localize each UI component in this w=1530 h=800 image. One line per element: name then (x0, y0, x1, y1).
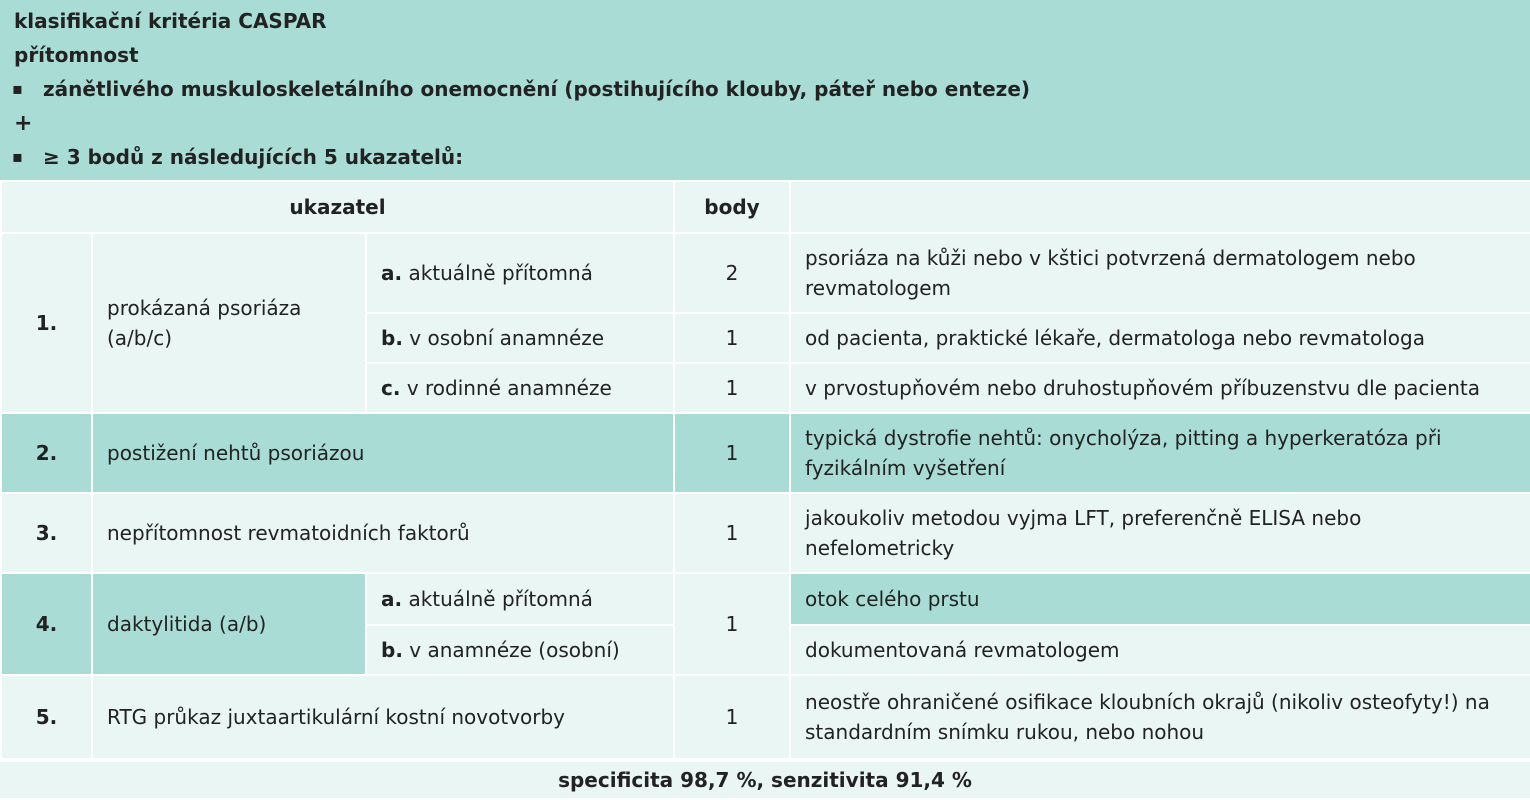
table-row (1, 493, 1530, 573)
row-number: 1. (1, 233, 92, 413)
points-value: 1 (674, 573, 790, 675)
table-row (1, 675, 1530, 759)
plus-sign: + (14, 111, 33, 136)
indicator-name: nepřítomnost revmatoidních faktorů (92, 493, 674, 573)
sub-indicator: c. v rodinné anamnéze (366, 363, 674, 413)
points-value: 1 (674, 675, 790, 759)
description: dokumentovaná revmatologem (790, 625, 1530, 675)
description: v prvostupňovém nebo druhostupňovém příbuzenstvu dle pacienta (790, 363, 1530, 413)
sub-indicator: a. aktuálně přítomná (366, 573, 674, 625)
row-number: 5. (1, 675, 92, 759)
table-header-row (1, 181, 1530, 233)
presence-label: přítomnost (14, 43, 139, 67)
bullet-item-inflammatory (0, 72, 1530, 106)
bullet-item-points (0, 140, 1530, 174)
indicator-name: RTG průkaz juxtaartikulární kostní novotvorby (92, 675, 674, 759)
description: otok celého prstu (790, 573, 1530, 625)
table-footer: specificita 98,7 %, senzitivita 91,4 % (0, 760, 1530, 798)
bullet-icon: ▪ (12, 147, 23, 166)
description: od pacienta, praktické lékaře, dermatologa nebo revmatologa (790, 313, 1530, 363)
column-header-empty (790, 181, 1530, 233)
indicator-name: daktylitida (a/b) (92, 573, 366, 675)
criteria-header (0, 0, 1530, 180)
bullet-text: zánětlivého muskuloskeletálního onemocnění (postihujícího klouby, páteř nebo enteze) (43, 77, 1031, 101)
sub-indicator: b. v anamnéze (osobní) (366, 625, 674, 675)
points-value: 1 (674, 493, 790, 573)
indicator-name: postižení nehtů psoriázou (92, 413, 674, 493)
description: psoriáza na kůži nebo v kštici potvrzená dermatologem nebo revmatologem (790, 233, 1530, 313)
table-row (1, 233, 1530, 313)
row-number: 3. (1, 493, 92, 573)
column-header-indicator: ukazatel (1, 181, 674, 233)
points-value: 1 (674, 313, 790, 363)
table-title: klasifikační kritéria CASPAR (14, 9, 327, 33)
sub-indicator: b. v osobní anamnéze (366, 313, 674, 363)
table-row (1, 413, 1530, 493)
table-row (1, 573, 1530, 625)
sub-indicator: a. aktuálně přítomná (366, 233, 674, 313)
points-value: 1 (674, 413, 790, 493)
column-header-points: body (674, 181, 790, 233)
criteria-table (0, 180, 1530, 760)
description: neostře ohraničené osifikace kloubních okrajů (nikoliv osteofyty!) na standardním snímku rukou, nebo nohou (790, 675, 1530, 759)
description: jakoukoliv metodou vyjma LFT, preferenčně ELISA nebo nefelometricky (790, 493, 1530, 573)
row-number: 4. (1, 573, 92, 675)
row-number: 2. (1, 413, 92, 493)
bullet-text: ≥ 3 bodů z následujících 5 ukazatelů: (43, 145, 464, 169)
bullet-icon: ▪ (12, 79, 23, 98)
description: typická dystrofie nehtů: onycholýza, pitting a hyperkeratóza při fyzikálním vyšetření (790, 413, 1530, 493)
indicator-name: prokázaná psoriáza (a/b/c) (92, 233, 366, 413)
points-value: 2 (674, 233, 790, 313)
points-value: 1 (674, 363, 790, 413)
